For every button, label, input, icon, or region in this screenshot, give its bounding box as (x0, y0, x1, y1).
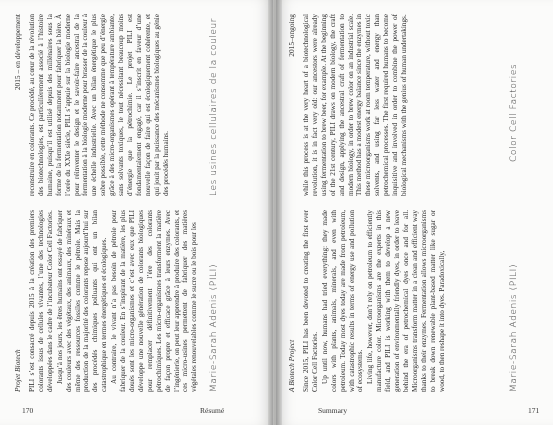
right-running-title: Color Cell Factories (509, 63, 519, 162)
right-folio-label: Summary (318, 406, 348, 415)
right-col1-paragraph: Living life, however, don’t rely on petroleum to efficiently manufacture color. Microorganisms are the experts in this field, and PILI is working with them to develop a new generation of environmentally friendly dyes, in order to leave behind the era of petrochemical dyes once and for all. Microorganisms transform matter in a clean and efficient way thanks to their enzymes. Fermentation allows microorganisms to break down renewable plant-based matter like sugar or wood, to then reshape it into dyes. Paradoxically, (366, 210, 446, 392)
left-column-1 (28, 210, 199, 392)
left-header-project: Projet Biotech (13, 349, 22, 392)
left-page-content (14, 14, 262, 392)
right-column-2 (302, 14, 452, 196)
left-running-title: Les usines cellulaires de la couleur (209, 17, 219, 196)
left-credit: Marie-Sarah Adenis (PILI) (209, 263, 219, 392)
right-header-project: A Biotech Project (287, 339, 296, 392)
left-page (0, 0, 273, 425)
right-col2-paragraph: while this process is at the very heart of a biotechnological revolution, it is in fact very old: our ancestors were already using fermentation to brew beer, for example. At the beginning of the 21st century, PILI draws on modern biology, the craft and design, applying the ancestral craft of fermentation to modern biology, in order to brew color on an industrial scale. This method has a modest energy balance since the enzymes in these microorganisms work at room temperature, without toxic solvents, and using far less water and energy than petrochemical processes. The first required humans to become inquisitive and involved in order to combine the power of biological mechanisms with the genius of human undertakings. (302, 14, 408, 196)
right-header-date: 2015–ongoing (287, 14, 296, 57)
left-col1-paragraph: Au contraire, le vivant n’a pas besoin de pétrole pour fabriquer de la couleur. En s’inspirant de la matière, les plus doués sont les micro-organismes et c’est avec eux que PILI développe une nouvelle génération de colorants biologiques pour remplacer définitivement l’ère des colorants pétrochimiques. Les micro-organismes transforment la matière de façon propre et efficace grâce à leurs enzymes. Avec l’ingénierie, on peut leur apprendre à produire des colorants, et ces micro-usines permettent de fabriquer des matières végétales renouvelables comme le sucre ou le bois pour les (110, 210, 199, 392)
right-folio-number: 171 (528, 406, 540, 415)
right-column-1 (302, 210, 452, 392)
right-col1-paragraph: Up until now, humans had tried everything: they made colors with plants, animals, minerals, and even with petroleum. Today most dyes today are made from petroleum, with catastrophic results in terms of energy use and pollution of ecosystems. (320, 210, 365, 392)
right-page (276, 0, 553, 425)
right-page-content (288, 14, 540, 392)
left-col2-paragraph: reconstruire en colorants. Ce procédé, au cœur de la révolution des biotechnologies, est particulièrement associé à l’histoire humaine, puisqu’il est utilisé depuis des millénaires sous la forme de la fermentation notamment pour fabriquer la bière. À l’orée du XXIe siècle, PILI s’appuie sur la biologie moderne pour réinventer le design et le savoir-faire ancestral de la fermentation à la biologie moderne pour brasser de la couleur à une échelle industrielle. Avec un bilan énergétique le plus sobre possible, cette méthode ne consomme que peu d’énergie grâce à des micro-organismes opérant à température ambiante, sans solvants toxiques, le tout nécessitant beaucoup moins d’énergie que la pétrochimie. Le projet PILI est fondamentalement engagé, car il s’inscrit en faveur d’une nouvelle façon de faire qui est écologiquement cohérente, et qui jouit par la puissance des mécanismes biologiques au génie des procédés humains. (28, 13, 170, 196)
book-gutter (268, 0, 282, 425)
left-column-2 (28, 14, 178, 196)
left-header-date: 2015 – en développement (13, 14, 22, 91)
left-col1-paragraph: Jusqu’à nos jours, les êtres humains ont essayé de fabriquer des couleurs avec des végétaux, des animaux, des minéraux et même des ressources fossiles comme le pétrole. Mais la production de la majorité des colorants repose aujourd’hui sur des procédés chimiques polluants qui ont un bilan catastrophique en termes énergétiques et écologiques. (55, 210, 109, 392)
right-credit: Marie-Sarah Adenis (PILI) (509, 263, 519, 392)
right-col1-paragraph: Since 2015, PILI has been devoted to creating the first ever Color Cell Factories. (302, 210, 319, 392)
left-folio-number: 170 (22, 406, 34, 415)
left-folio-label: Résumé (200, 406, 225, 415)
left-col1-paragraph: PILI s’est consacré depuis 2015 à la création des premiers colorants issus de cellules vivantes, l’une des technologies développées dans le cadre de l’incubateur Color Cell Factories. (28, 210, 54, 392)
